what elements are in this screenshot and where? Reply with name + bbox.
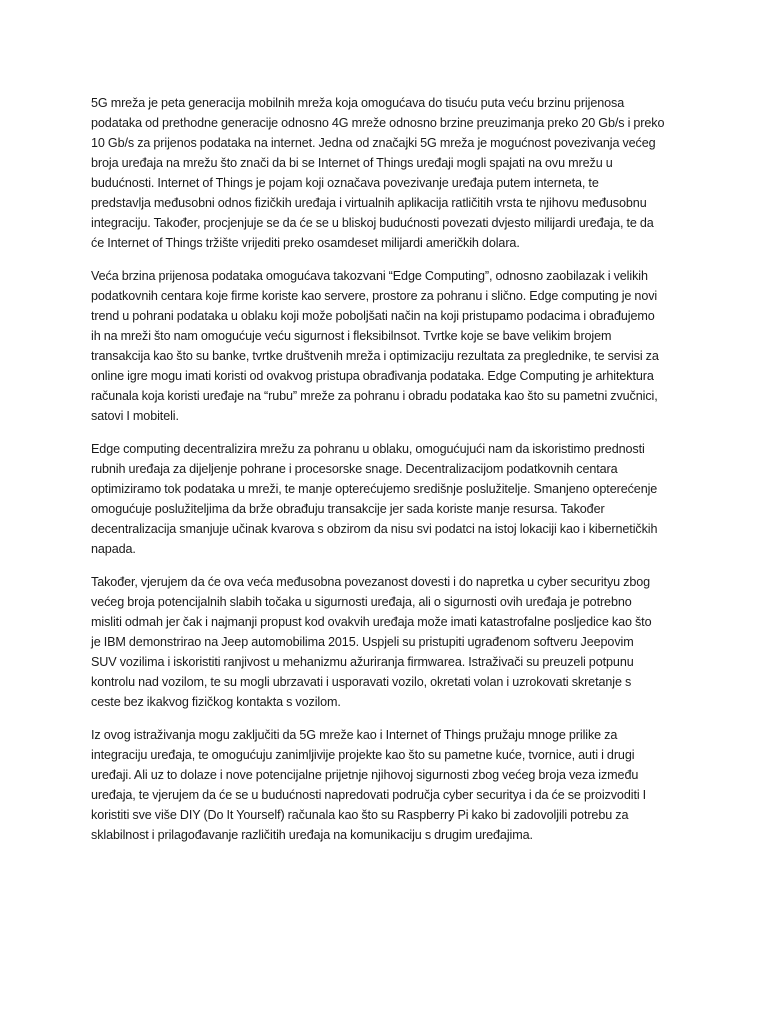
paragraph-decentralization bbox=[91, 439, 691, 559]
paragraph-cyber-security bbox=[91, 572, 691, 712]
text-line: računala koja koristi uređaje na “rubu” mreže za pohranu i obradu podataka kao što su pametni zvučnici, bbox=[91, 389, 658, 403]
text-line: budućnosti. Internet of Things je pojam koji označava povezivanje uređaja putem interneta, te bbox=[91, 176, 599, 190]
text-line: ceste bez ikakvog fizičkog kontakta s vozilom. bbox=[91, 695, 341, 709]
text-line: transakcija kao što su banke, tvrtke društvenih mreža i optimizaciju rezultata za preglednike, te servisi za bbox=[91, 349, 659, 363]
text-line: rubnih uređaja za dijeljenje pohrane i procesorske snage. Decentralizacijom podatkovnih centara bbox=[91, 462, 618, 476]
text-line: Edge computing decentralizira mrežu za pohranu u oblaku, omogućujući nam da iskoristimo prednosti bbox=[91, 442, 645, 456]
text-line: 10 Gb/s za prijenos podataka na internet. Jedna od značajki 5G mreža je mogućnost povezivanja većeg bbox=[91, 136, 656, 150]
paragraph-5g-networks bbox=[91, 93, 691, 253]
text-line: je IBM demonstrirao na Jeep automobilima 2015. Uspjeli su pristupiti ugrađenom softveru Jeepovim bbox=[91, 635, 634, 649]
document-body bbox=[91, 93, 691, 858]
text-line: podatkovnih centara koje firme koriste kao servere, prostore za pohranu i slično. Edge computing je novi bbox=[91, 289, 658, 303]
text-line: integraciju uređaja, te omogućuju zanimljivije projekte kao što su pametne kuće, tvornice, auti i drugi bbox=[91, 748, 635, 762]
text-line: online igre mogu imati koristi od ovakvog pristupa obrađivanja podataka. Edge Computing je arhitektura bbox=[91, 369, 654, 383]
text-line: većeg broja potencijalnih slabih točaka u sigurnosti uređaja, ali o sigurnosti ovih uređaja je potrebno bbox=[91, 595, 632, 609]
text-line: misliti odmah jer čak i najmanji propust kod ovakvih uređaja može imati katastrofalne posljedice kao što bbox=[91, 615, 652, 629]
text-line: broja uređaja na mrežu što znači da bi se Internet of Things uređaji mogli spajati na ovu mrežu u bbox=[91, 156, 613, 170]
text-line: integraciju. Također, procjenjuje se da će se u bliskoj budućnosti povezati dvjesto milijardi uređaja, te da bbox=[91, 216, 654, 230]
text-line: koristiti sve više DIY (Do It Yourself) računala kao što su Raspberry Pi kako bi zadovoljili potrebu za bbox=[91, 808, 629, 822]
text-line: sklabilnost i prilagođavanje različitih uređaja na komunikaciju s drugim uređajima. bbox=[91, 828, 533, 842]
text-line: omogućuje poslužiteljima da brže obrađuju transakcije jer sada koriste manje resursa. Također bbox=[91, 502, 605, 516]
text-line: Također, vjerujem da će ova veća međusobna povezanost dovesti i do napretka u cyber securityu zbog bbox=[91, 575, 651, 589]
text-line: satovi I mobiteli. bbox=[91, 409, 179, 423]
text-line: će Internet of Things tržište vrijediti preko osamdeset milijardi američkih dolara. bbox=[91, 236, 520, 250]
paragraph-conclusion bbox=[91, 725, 691, 845]
text-line: napada. bbox=[91, 542, 136, 556]
text-line: ih na mreži što nam omogućuje veću sigurnost i fleksibilnsot. Tvrtke koje se bave velikim brojem bbox=[91, 329, 612, 343]
text-line: Veća brzina prijenosa podataka omogućava takozvani “Edge Computing”, odnosno zaobilazak i velikih bbox=[91, 269, 648, 283]
text-line: uređaja, te vjerujem da će se u budućnosti napredovati područja cyber securitya i da će se proizvoditi I bbox=[91, 788, 647, 802]
text-line: optimiziramo tok podataka u mreži, te manje opterećujemo središnje poslužitelje. Smanjeno opterećenje bbox=[91, 482, 658, 496]
text-line: kontrolu nad vozilom, te su mogli ubrzavati i usporavati vozilo, okretati volan i uzrokovati skretanje s bbox=[91, 675, 632, 689]
text-line: podataka od prethodne generacije odnosno 4G mreže odnosno brzine preuzimanja preko 20 Gb/s i preko bbox=[91, 116, 665, 130]
text-line: trend u pohrani podataka u oblaku koji može poboljšati način na koji pristupamo podacima i obrađujemo bbox=[91, 309, 655, 323]
paragraph-edge-computing bbox=[91, 266, 691, 426]
text-line: SUV vozilima i iskoristiti ranjivost u mehanizmu ažuriranja firmwarea. Istraživači su preuzeli potpunu bbox=[91, 655, 634, 669]
text-line: 5G mreža je peta generacija mobilnih mreža koja omogućava do tisuću puta veću brzinu prijenosa bbox=[91, 96, 625, 110]
text-line: Iz ovog istraživanja mogu zaključiti da 5G mreže kao i Internet of Things pružaju mnoge prilike za bbox=[91, 728, 618, 742]
text-line: uređaji. Ali uz to dolaze i nove potencijalne prijetnje njihovoj sigurnosti zbog većeg broja veza između bbox=[91, 768, 639, 782]
text-line: predstavlja međusobni odnos fizičkih uređaja i virtualnih aplikacija ratličitih vrsta te njihovu međusobnu bbox=[91, 196, 647, 210]
text-line: decentralizacija smanjuje učinak kvarova s obzirom da nisu svi podatci na istoj lokaciji kao i kibernetičkih bbox=[91, 522, 658, 536]
